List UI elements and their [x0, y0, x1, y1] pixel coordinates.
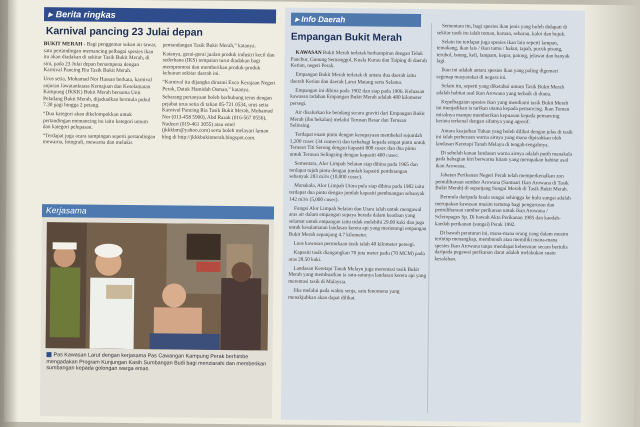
paragraph: Selain itu terdapat juga spesies ikan lain seperti lampan, temakang, ikan lais / ikan tamu / bakut, tapah, pucuk pisang, terubol, baung, keli, lampam, kepar, patong, jelawat dan banyak lagi.	[436, 38, 570, 65]
photo-feature	[40, 204, 274, 418]
section-label-berita-ringkas: ▸ Berita ringkas	[44, 7, 276, 23]
page-edge-shadow	[0, 0, 18, 427]
paragraph: Antara keajaiban Tuhan yang boleh dilihat dengan jelas di tasik ini ialah perbezaan warna airnya yang mana dipisahkan oleh landasan Keretapi Tanah Melayu di tengah-tengahnya.	[435, 127, 573, 149]
paragraph: Landasan Keretapi Tanah Melayu juga merentasi tasik Bukit Merah yang membuatkan ia satu-satunya landasan kereta api yang merentasi tasik di Malaysia.	[288, 265, 427, 286]
info-daerah-panel	[281, 8, 585, 423]
paragraph: KAWASAN Bukit Merah terletak berhampiran dengan Teluk Panchur, Gunung Semanggol, Kuala Kurau dan Taiping di daerah Kerian, negeri Perak.	[290, 49, 427, 70]
paragraph: Empangan Bukit Merah terletak di antara dua daerah iaitu daerah Kerian dan daerah Larut Matang serta Selama.	[290, 71, 416, 86]
paragraph: Luas kawasan permukaan tasik ialah 40 kilometer persegi.	[293, 240, 416, 248]
paragraph: Urus setia, Mohamad Nor Hassan berkata, karnival anjuran Jawatankuasa Kemajuan dan Keselamatan Kampung (JKKK) Bukit Merah bersama Unit Peladang Bukit Merah, dijadualkan bermula pukul 7.30 pagi hingga 2 petang.	[43, 76, 152, 110]
paragraph: Di bawah peraturan ini, mana-mana orang yang dalam musim tertutup menangkap, membunuh atau memiliki mana-mana spesies Ikan Arowana tanpa mendapat kebenaran secara bertulis daripada pegawai perikanan darat adalah melakukan suatu kesalahan.	[434, 229, 569, 263]
paragraph: Sebarang pertanyaan boleh berhubung terus dengan pejabat urus setia di talian 05-721 0534, urus setia Karnival Pancing Ria Tasik Bukit Merah, Mohamad Nor (013-458 5900), Abd Razak (016-567 0556), Nadzeri (019-461 3055) atau emel (jkkkbm@yahoo.com) serta boleh melayari laman blog di http://jkkkbukitmerah.blogspot.com.	[161, 94, 273, 142]
paragraph: Sementara, Alor Limpah Selatan siap dibina pada 1965 dan terdapat tujuh pintu dengan jumlah kapasiti pembuangan sebanyak 283 m3/s (10,000 cusec).	[289, 160, 418, 181]
paragraph: Jika melalui pada waktu senja, satu fenomena yang menakjubkan akan dapat dilihat.	[288, 287, 400, 301]
bullet-square-icon	[46, 352, 51, 357]
paragraph: “Terdapat juga acara sampingan seperti pertandingan mewarna, fotografi, mewarna dan melukis	[42, 132, 156, 147]
paragraph: Ikan ini adalah antara spesies ikan yang paling digemari segenap masyarakat di negara ini.	[436, 67, 558, 81]
paragraph: “Karnival itu dijangka dirasmi Exco Kerajaan Negeri Perak, Datuk Hamidah Osman,” katanya.	[162, 79, 276, 93]
paragraph: Terdapat enam pintu dengan kesupayaan membekal sejumlah 1,200 cusec (34 cumecs) dan terbahagi kepada empat pintu untuk Terusan Titi Serong dengan kapasiti 800 cusec dan dua pintu untuk Terusan Selingsing dengan kapasiti 400 cusec.	[289, 132, 426, 159]
article-column-2	[162, 42, 276, 150]
article-headline: Empangan Bukit Merah	[290, 31, 403, 44]
paragraph: pemandangan Tasik Bukit Merah,” katanya.	[162, 42, 256, 50]
paragraph: Air disalurkan ke bendang secara graviti dari Empangan Bukit Merah (ibu bekalan) melalui Terusan Besar dan Terusan Selinsing.	[289, 109, 425, 130]
section-label-kerjasama: Kerjasama	[42, 204, 274, 219]
paragraph: Selain itu, seperti yang diketahui umum Tasik Bukit Merah adalah habitat asal ikan Arowana yang terbaik di dunia.	[436, 83, 565, 98]
paragraph: Empangan ini dibina pada 1902 dan siap pada 1906. Keluasan kawasan tadahan Empangan Bukit Merah adalah 480 kilometer persegi.	[290, 87, 425, 107]
paragraph: Sementara itu, bagi spesies ikan jenis yang boleh didapati di sekitar tasik itu ialah toman, haruan, sebarau, kaloi dan bujuk.	[436, 23, 568, 38]
chevron-icon: ▸	[294, 14, 302, 24]
article-column-a	[288, 50, 429, 305]
article-column-1	[43, 41, 157, 149]
paragraph: Manakala, Alor Limpah Utara pula siap dibina pada 1982 iaitu terdapat dua pintu dengan jumlah kapasiti pembuangan sebanyak 142 m3/s (5,000 cusec).	[289, 183, 425, 203]
chevron-icon: ▸	[48, 9, 53, 20]
paragraph: Di sebelah kanan landasan warna airnya adalah putih manakala pada bahagian kiri berwarna hitam yang merupakan habitat asal ikan Arowana.	[435, 150, 573, 170]
page-edge-fade	[582, 0, 640, 427]
paragraph: Fungsi Alor Limpah Selatan dan Utara ialah untuk mengawal aras air dalam empangan supaya berada dalam keadaan yang selamat untuk empangan iaitu tidak melebihi 29.00 kaki dan juga untuk kesalamatan landasan kereta api yang merintangi empangan Bukit Merah sepanjang 4.7 kilometer.	[288, 205, 427, 239]
paragraph: “Dua kategori akan dikelompokkan untuk pertandingan memancing itu iaitu kategori umum dan kategori pelepasan.	[42, 111, 148, 131]
photo-caption: Pas Kawasan Larut dengan kerjasama Pas Cawangan Kampung Perak berhimbe mengadakan Program Kunjungan Kasih Sumbangan Budi bagi menziarahi dan memberikan sumbangan kepada golongan warga emas.	[46, 352, 267, 373]
paragraph: Jabatan Perikanan Negeri Perak telah memperkenalkan zon pemuliharaan sumber Arowana (Santuari Ikan Arowana di Tasik Bukit Merah) di sepanjang Sungai Merah di Tasik Bukit Merah.	[435, 172, 569, 193]
paragraph: Katanya, gerai-gerai jualan produk industri kecil dan sederhana (IKS) tempatan turut diadakan bagi mempromosi dan memberikan produk-produk keluaran sekitar daerah ini.	[162, 50, 275, 78]
news-photo	[46, 222, 269, 350]
newspaper-page	[4, 0, 638, 427]
paragraph: Bermula daripada kuala sungai sehingga ke hulu sungai adalah merupakan kawasan musim tertutup bagi pengurusan dan pemuliharaan sumber perikanan untuk ikan Arowana / Scleropages Sp. Di bawah Akta Perikanan 1985 dan kaedah-kaedah perikanan (sungai) Perak 1992.	[434, 194, 571, 228]
article-headline: Karnival pancing 23 Julai depan	[45, 25, 203, 39]
photo-illustration	[46, 222, 269, 350]
article-column-b	[434, 23, 575, 266]
section-label-info-daerah: ▸ Info Daerah	[291, 13, 421, 27]
paragraph: Kapasiti tasik diangangkan 70 juta meter padu (70 MCM) pada aras 28.50 kaki.	[288, 249, 425, 263]
paragraph: Kepelbagaian spesies ikan yang mendiami tasik Bukit Merah ini menjadikan ia tarikan utama kepada pemancing. Ikan Toman misalnya mampu memberikan kepuasan kepada pemancing kerana terkenal dengan sifatnya yang agresif.	[435, 99, 570, 126]
paragraph: BUKIT MERAH - Bagi penggemar sukan air tawar, satu pertandingan memancing pelbagai spesies ikan itu akan diadakan di sekitar Tasik Bukit Merah, di sini, pada 23 Julai depan bersempena dengan Karnival Pancing Ria Tasik Bukit Merah.	[43, 41, 157, 75]
